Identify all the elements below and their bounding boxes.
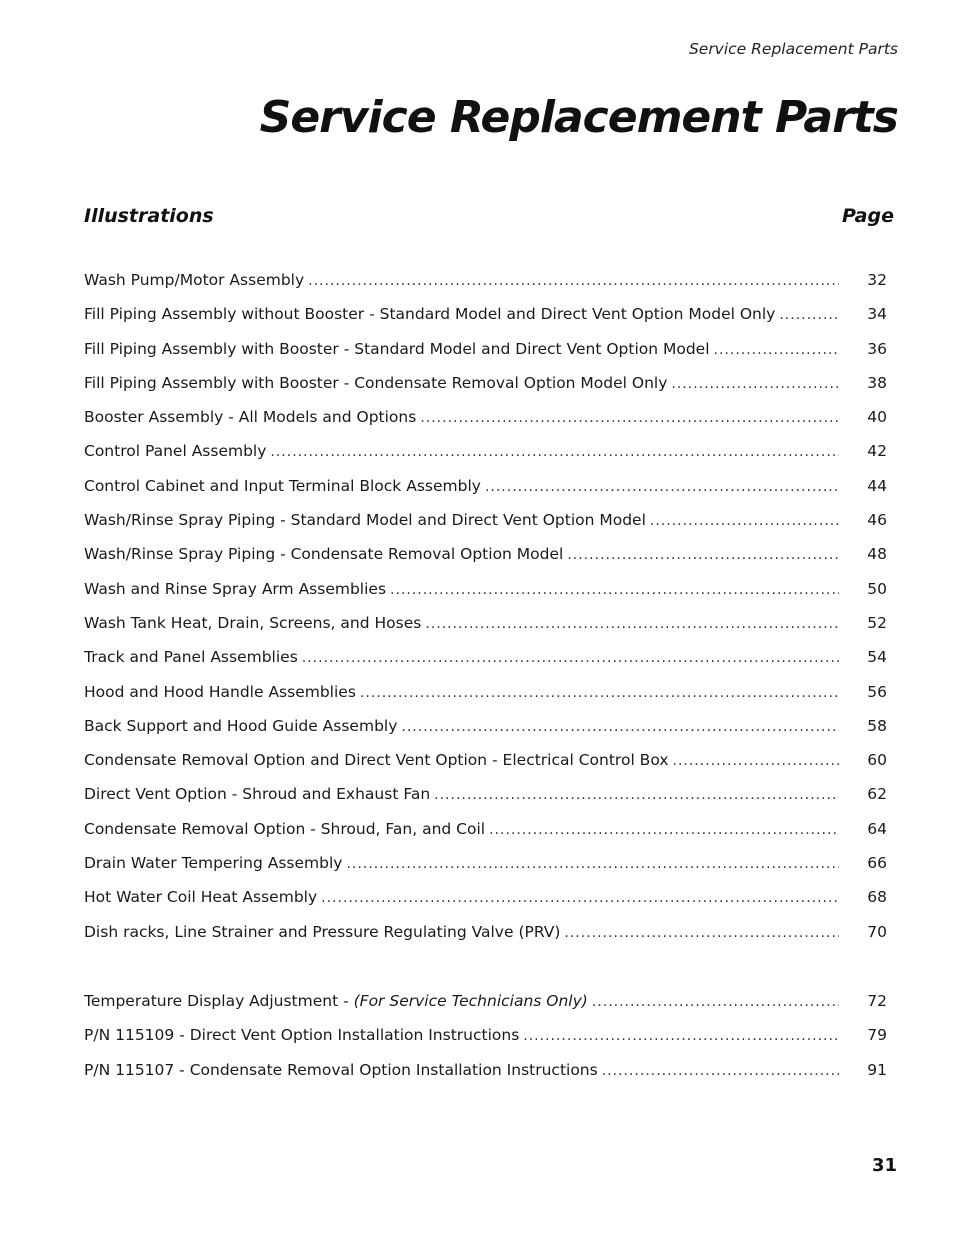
- toc-entry: [84, 683, 887, 717]
- page-heading: Page: [841, 205, 894, 227]
- dot-leader: [401, 719, 839, 735]
- toc-entry-title: Track and Panel Assemblies: [84, 648, 298, 667]
- dot-leader: [714, 342, 839, 358]
- page-number: 31: [871, 1155, 897, 1176]
- toc-entry: [84, 854, 887, 888]
- dot-leader: [779, 307, 839, 323]
- dot-leader: [489, 822, 839, 838]
- dot-leader: [650, 513, 839, 529]
- toc-entry-title: Fill Piping Assembly with Booster - Condensate Removal Option Model Only: [84, 373, 668, 392]
- toc-column-headings: [84, 205, 894, 227]
- toc-entry-page: 44: [867, 476, 887, 495]
- toc-entry-title: P/N 115107 - Condensate Removal Option Installation Instructions: [84, 1060, 598, 1079]
- toc-entry: [84, 545, 887, 579]
- toc-entry-title: Control Cabinet and Input Terminal Block Assembly: [84, 476, 481, 495]
- dot-leader: [321, 890, 839, 906]
- toc-entry: [84, 717, 887, 751]
- toc-entry-page: 36: [867, 339, 887, 358]
- dot-leader: [592, 994, 839, 1010]
- toc-entry-title: Booster Assembly - All Models and Options: [84, 408, 417, 427]
- toc-entry: [84, 477, 887, 511]
- toc-entry: [84, 511, 887, 545]
- toc-entry: [84, 785, 887, 819]
- toc-entry: [84, 580, 887, 614]
- toc-entry-title: Hood and Hood Handle Assemblies: [84, 682, 356, 701]
- toc-entry: [84, 408, 887, 442]
- dot-leader: [523, 1028, 839, 1044]
- toc-entry-page: 50: [867, 579, 887, 598]
- toc-entry-page: 68: [867, 888, 887, 907]
- toc-entry-title: Wash/Rinse Spray Piping - Condensate Removal Option Model: [84, 545, 564, 564]
- toc-entry-page: 91: [867, 1060, 887, 1079]
- toc-entry-page: 34: [867, 305, 887, 324]
- toc-entry-title: P/N 115109 - Direct Vent Option Installation Instructions: [84, 1026, 520, 1045]
- toc-entry: [84, 305, 887, 339]
- toc-entry-page: 42: [867, 442, 887, 461]
- dot-leader: [420, 410, 839, 426]
- toc-entry-title: Wash and Rinse Spray Arm Assemblies: [84, 579, 387, 598]
- toc-entry-page: 46: [867, 511, 887, 530]
- dot-leader: [302, 650, 839, 666]
- toc-entry-title: Wash Pump/Motor Assembly: [84, 271, 305, 289]
- toc-entry-page: 56: [867, 682, 887, 701]
- toc-entry-page: 32: [867, 271, 887, 289]
- toc-entry-page: 52: [867, 613, 887, 632]
- toc-entry-title: Condensate Removal Option and Direct Vent Option - Electrical Control Box: [84, 751, 669, 770]
- illustrations-list: [84, 271, 887, 957]
- toc-entry: [84, 340, 887, 374]
- toc-entry: [84, 820, 887, 854]
- toc-entry-page: 38: [867, 373, 887, 392]
- toc-entry-title: Wash Tank Heat, Drain, Screens, and Hoses: [84, 613, 422, 632]
- toc-entry: [84, 374, 887, 408]
- toc-entry-page: 40: [867, 408, 887, 427]
- toc-entry-title: Wash/Rinse Spray Piping - Standard Model and Direct Vent Option Model: [84, 511, 646, 530]
- dot-leader: [270, 444, 839, 460]
- toc-entry-title: Drain Water Tempering Assembly: [84, 854, 343, 873]
- toc-entry-title: Dish racks, Line Strainer and Pressure Regulating Valve (PRV): [84, 922, 561, 941]
- toc-entry-page: 66: [867, 854, 887, 873]
- toc-entry-page: 70: [867, 922, 887, 941]
- toc-entry-page: 58: [867, 716, 887, 735]
- toc-entry: [84, 923, 887, 957]
- dot-leader: [308, 273, 839, 289]
- toc-entry-page: 48: [867, 545, 887, 564]
- toc-entry-page: 79: [867, 1026, 887, 1045]
- toc-entry-title: Hot Water Coil Heat Assembly: [84, 888, 318, 907]
- toc-entry-page: 72: [867, 992, 887, 1010]
- dot-leader: [567, 547, 839, 563]
- toc-entry-title: Back Support and Hood Guide Assembly: [84, 716, 398, 735]
- dot-leader: [425, 616, 839, 632]
- additional-sections-list: [84, 992, 887, 1095]
- toc-entry-note: (For Service Technicians Only): [353, 992, 588, 1010]
- toc-entry-title: Condensate Removal Option - Shroud, Fan, and Coil: [84, 819, 486, 838]
- toc-entry: [84, 442, 887, 476]
- toc-entry-title: Temperature Display Adjustment - (For Service Technicians Only): [84, 992, 588, 1010]
- dot-leader: [485, 479, 839, 495]
- toc-entry: [84, 271, 887, 305]
- toc-entry: [84, 648, 887, 682]
- toc-entry-title: Fill Piping Assembly without Booster - Standard Model and Direct Vent Option Model Only: [84, 305, 776, 324]
- toc-entry: [84, 614, 887, 648]
- toc-entry-title: Control Panel Assembly: [84, 442, 267, 461]
- toc-entry-title: Direct Vent Option - Shroud and Exhaust Fan: [84, 785, 431, 804]
- dot-leader: [360, 685, 839, 701]
- toc-entry-title: Fill Piping Assembly with Booster - Standard Model and Direct Vent Option Model: [84, 339, 710, 358]
- dot-leader: [390, 582, 839, 598]
- toc-entry-page: 60: [867, 751, 887, 770]
- toc-entry-page: 62: [867, 785, 887, 804]
- dot-leader: [673, 753, 840, 769]
- dot-leader: [564, 925, 839, 941]
- illustrations-heading: Illustrations: [84, 205, 214, 227]
- toc-entry: [84, 751, 887, 785]
- dot-leader: [602, 1063, 839, 1079]
- toc-entry: [84, 888, 887, 922]
- dot-leader: [671, 376, 839, 392]
- toc-entry: [84, 1061, 887, 1095]
- toc-entry: [84, 1026, 887, 1060]
- toc-entry: [84, 992, 887, 1026]
- dot-leader: [346, 856, 839, 872]
- toc-entry-page: 64: [867, 819, 887, 838]
- running-header: Service Replacement Parts: [688, 40, 898, 58]
- dot-leader: [434, 787, 839, 803]
- page-title: Service Replacement Parts: [259, 92, 898, 143]
- toc-entry-page: 54: [867, 648, 887, 667]
